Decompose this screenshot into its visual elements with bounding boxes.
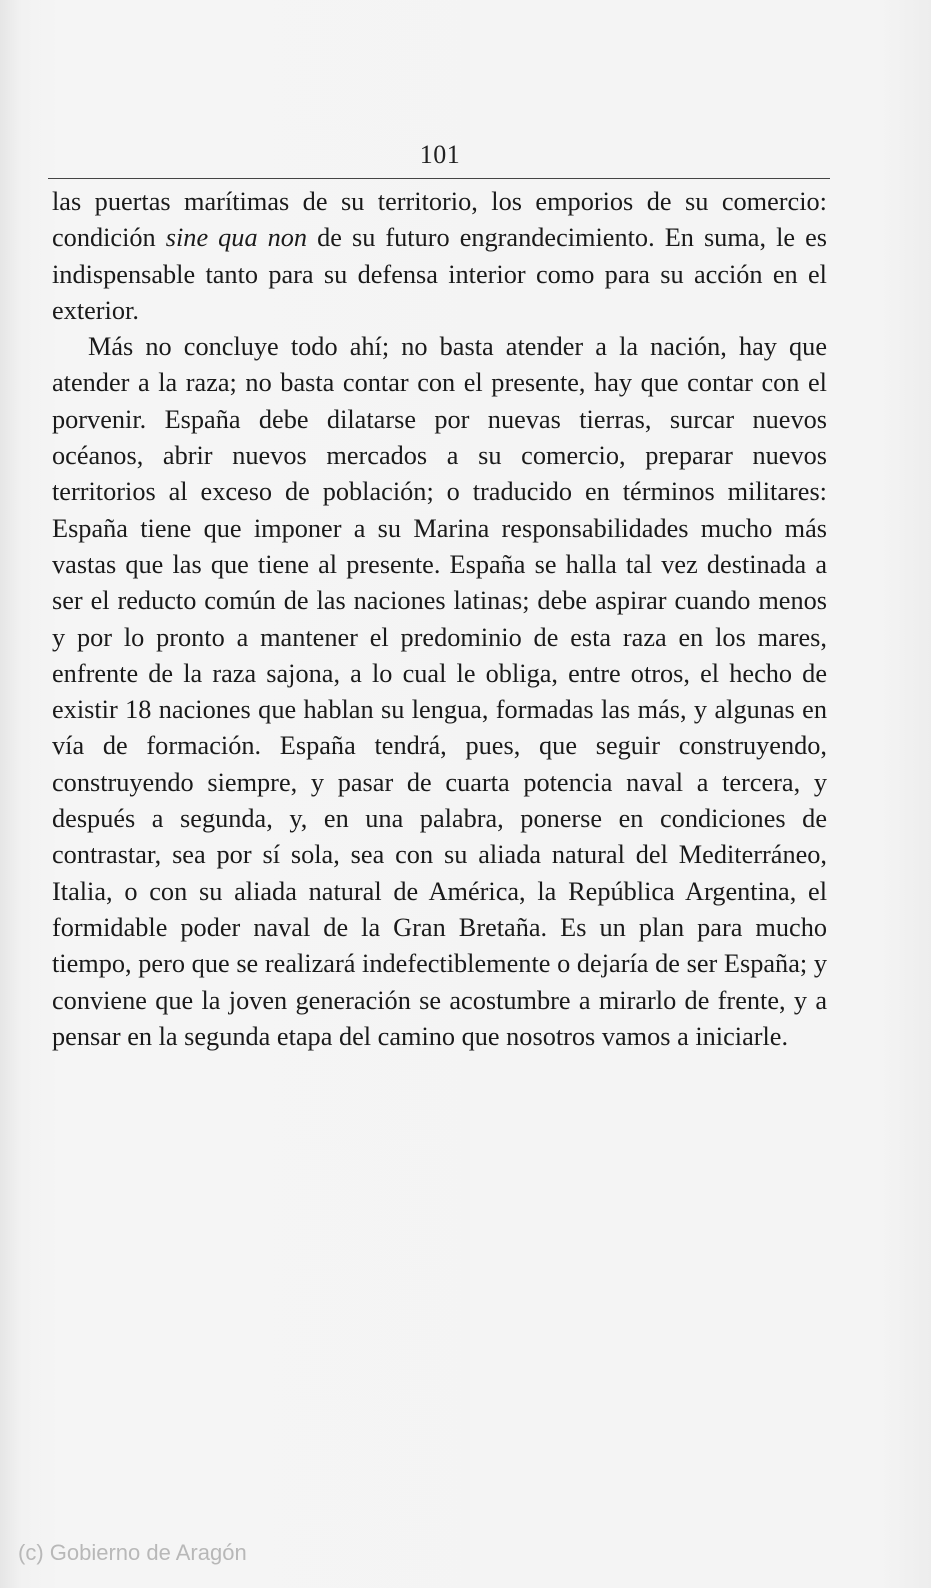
body-text xyxy=(52,184,827,1055)
copyright-watermark: (c) Gobierno de Aragón xyxy=(18,1540,247,1565)
paragraph-1-end: de su futuro engrandecimiento. En suma, le es indispensable tanto para su defensa interior como para su acción en el exterior. xyxy=(52,223,827,325)
paragraph-2: Más no concluye todo ahí; no basta atender a la nación, hay que atender a la raza; no basta contar con el presente, hay que contar con el porvenir. España debe dilatarse por nuevas tierras, surcar nuevos océanos, abrir nuevos mercados a su comercio, preparar nuevos territorios al exceso de población; o traducido en términos militares: España tiene que imponer a su Marina responsabilidades mucho más vastas que las que tiene al presente. España se halla tal vez destinada a ser el reducto común de las naciones latinas; debe aspirar cuando menos y por lo pronto a mantener el predominio de esta raza en los mares, enfrente de la raza sajona, a lo cual le obliga, entre otros, el hecho de existir 18 naciones que hablan su lengua, formadas las más, y algunas en vía de formación. España tendrá, pues, que seguir construyendo, construyendo siempre, y pasar de cuarta potencia naval a tercera, y después a segunda, y, en una palabra, ponerse en condiciones de contrastar, sea por sí sola, sea con su aliada natural del Mediterráneo, Italia, o con su aliada natural de América, la República Argentina, el formidable poder naval de la Gran Bretaña. Es un plan para mucho tiempo, pero que se realizará indefectiblemente o dejaría de ser España; y conviene que la joven generación se acostumbre a mirarlo de frente, y a pensar en la segunda etapa del camino que nosotros vamos a iniciarle. xyxy=(52,332,827,1051)
latin-phrase: sine qua non xyxy=(165,223,308,253)
paragraph-1-start: las puertas marítimas de su territorio, los emporios de su comercio: condición xyxy=(52,187,827,253)
paragraph-1 xyxy=(52,184,827,329)
page-number: 101 xyxy=(419,140,461,169)
header-rule xyxy=(48,178,830,179)
